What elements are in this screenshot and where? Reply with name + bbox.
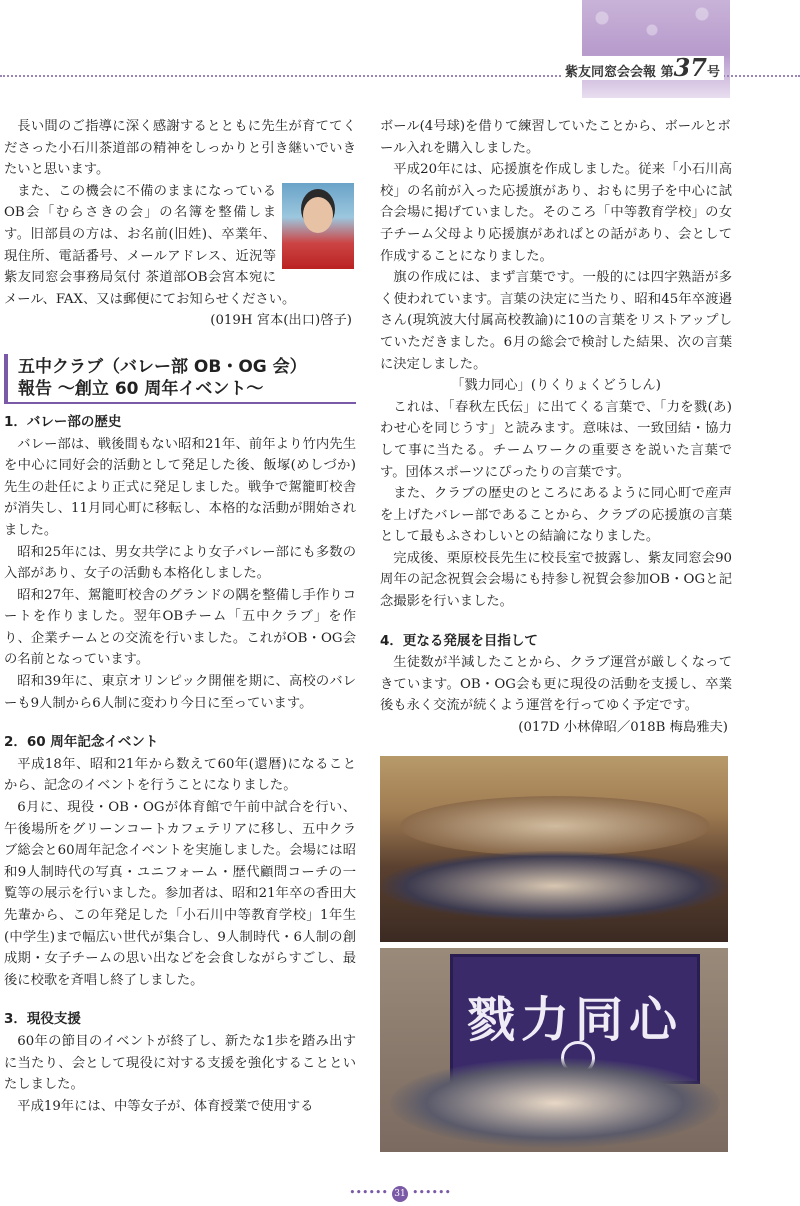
issue-number: 37 (673, 53, 707, 82)
history-paragraph-3: 昭和27年、駕籠町校舎のグランドの隅を整備し手作りコートを作りました。翌年OBチーム「五中クラブ」を作り、企業チームとの交流を行いました。これがOB・OG会の名前となっています。 (4, 587, 356, 668)
section-title-line-1: 五中クラブ（バレー部 OB・OG 会） (18, 356, 307, 377)
footer-dots-right: •••••• (412, 1186, 451, 1199)
heading-history: 1．バレー部の歴史 (4, 413, 122, 430)
right-column (380, 116, 732, 739)
flag-paragraph-1: 平成20年には、応援旗を作成しました。従来「小石川高校」の名前が入った応援旗があり、おもに男子を中心に試合会場に掲げていました。そのころ「中等教育学校」の女子チーム父母より応援旗があればとの話があり、会として作成することになりました。 (380, 162, 732, 264)
crowd-back-row (400, 796, 710, 856)
support-paragraph-2: 平成19年には、中等女子が、体育授業で使用する (17, 1098, 314, 1114)
flag-paragraph-5: 完成後、栗原校長先生に校長室で披露し、紫友同窓会90周年の記念祝賀会会場にも持参し祝賀会参加OB・OGと記念撮影を行いました。 (380, 550, 732, 610)
author-portrait (282, 183, 354, 269)
newsletter-title (561, 53, 724, 82)
issue-suffix: 号 (706, 65, 720, 80)
page-number: 31 (392, 1186, 408, 1202)
motto: 「戮力同心」(りくりょくどうしん) (451, 378, 661, 394)
flag-paragraph-3: これは、「春秋左氏伝」に出てくる言葉で、「力を戮(あ)わせ心を同じうす」と読みます。意味は、一致団結・協力して事に当たる。チームワークの重要さを説いた言葉です。団体スポーツにぴったりの言葉です。 (380, 399, 732, 480)
footer-dots-left: •••••• (349, 1186, 388, 1199)
group-photo-event (380, 756, 728, 942)
portrait-face (303, 197, 333, 233)
future-paragraph: 生徒数が半減したことから、クラブ運営が厳しくなってきています。OB・OG会も更に現役の活動を支援し、卒業後も永く交流が続くよう運営を行ってゆく予定です。 (380, 655, 732, 714)
page-footer (0, 1186, 800, 1202)
flag-paragraph-4: また、クラブの歴史のところにあるように同心町で産声を上げたバレー部であることから、クラブの応援旗の言葉として最もふさわしいとの結論になりました。 (380, 486, 732, 545)
banner-motto: 戮力同心 (466, 992, 683, 1048)
heading-future: 4．更なる発展を目指して (380, 632, 538, 649)
crowd-front-row (380, 851, 728, 921)
group-photo-banner (380, 948, 728, 1152)
left-column (4, 116, 356, 1117)
history-paragraph-4: 昭和39年に、東京オリンピック開催を期に、高校のバレーも9人制から6人制に変わり今日に至っています。 (4, 674, 356, 711)
section-title-line-2: 報告 〜創立 60 周年イベント〜 (18, 378, 264, 399)
intro-paragraph-1: 長い間のご指導に深く感謝するとともに先生が育ててくださった小石川茶道部の精神をしっかりと引き継いでいきたいと思います。 (4, 119, 356, 178)
anniversary-paragraph-1: 平成18年、昭和21年から数えて60年(還暦)になることから、記念のイベントを行うことになりました。 (4, 756, 356, 794)
banner-crowd (390, 1058, 720, 1148)
header-pattern (582, 0, 730, 98)
heading-support: 3．現役支援 (4, 1011, 81, 1028)
intro-paragraph-2: また、この機会に不備のままになっているOB会「むらさきの会」の名簿を整備します。旧部員の方は、お名前(旧姓)、卒業年、現住所、電話番号、メールアドレス、近況等紫友同窓会事務局気付 茶道部OB会宮本宛にメール、FAX、又は郵便にてお知らせください。 (4, 183, 296, 307)
history-paragraph-1: バレー部は、戦後間もない昭和21年、前年より竹内先生を中心に同好会的活動として発足した後、飯塚(めしづか)先生の赴任により正式に発足しました。戦争で駕籠町校舎が消失し、11月同心町に移転し、本格的な活動が開始されました。 (4, 436, 356, 538)
support-paragraph-1: 60年の節目のイベントが終了し、新たな1歩を踏み出すに当たり、会として現役に対する支援を強化することといたしました。 (4, 1033, 356, 1093)
newsletter-name: 紫友同窓会会報 第 (565, 65, 674, 80)
flag-paragraph-2: 旗の作成には、まず言葉です。一般的には四字熟語が多く使われています。言葉の決定に当たり、昭和45年卒渡邉さん(現筑波大付属高校教諭)に10の言葉をリストアップしていただきました。6月の総会で検討した結果、次の言葉に決定しました。 (380, 270, 732, 372)
continued-paragraph: ボール(4号球)を借りて練習していたことから、ボールとボール入れを購入しました。 (380, 119, 731, 156)
heading-anniversary: 2．60 周年記念イベント (4, 734, 159, 751)
future-signature: (017D 小林偉昭／018B 梅島雅夫) (518, 720, 728, 736)
intro-signature: (019H 宮本(出口)啓子) (210, 313, 352, 329)
anniversary-paragraph-2: 6月に、現役・OB・OGが体育館で午前中試合を行い、午後場所をグリーンコートカフェテリアに移し、五中クラブ総会と60周年記念イベントを実施しました。会場には昭和9人制時代の写真・ユニフォーム・歴代顧問コーチの一覧等の展示を行いました。参加者は、昭和21年卒の香田大先輩から、この年発足した「小石川中等教育学校」1年生(中学生)まで幅広い世代が集合し、9人制時代・6人制の創成期・女子チームの思い出などを会食しながらすごし、最後に校歌を斉唱し終了しました。 (4, 800, 356, 988)
header-band (582, 0, 730, 98)
history-paragraph-2: 昭和25年には、男女共学により女子バレー部にも多数の入部があり、女子の活動も本格化しました。 (4, 544, 356, 582)
section-title (4, 354, 356, 404)
